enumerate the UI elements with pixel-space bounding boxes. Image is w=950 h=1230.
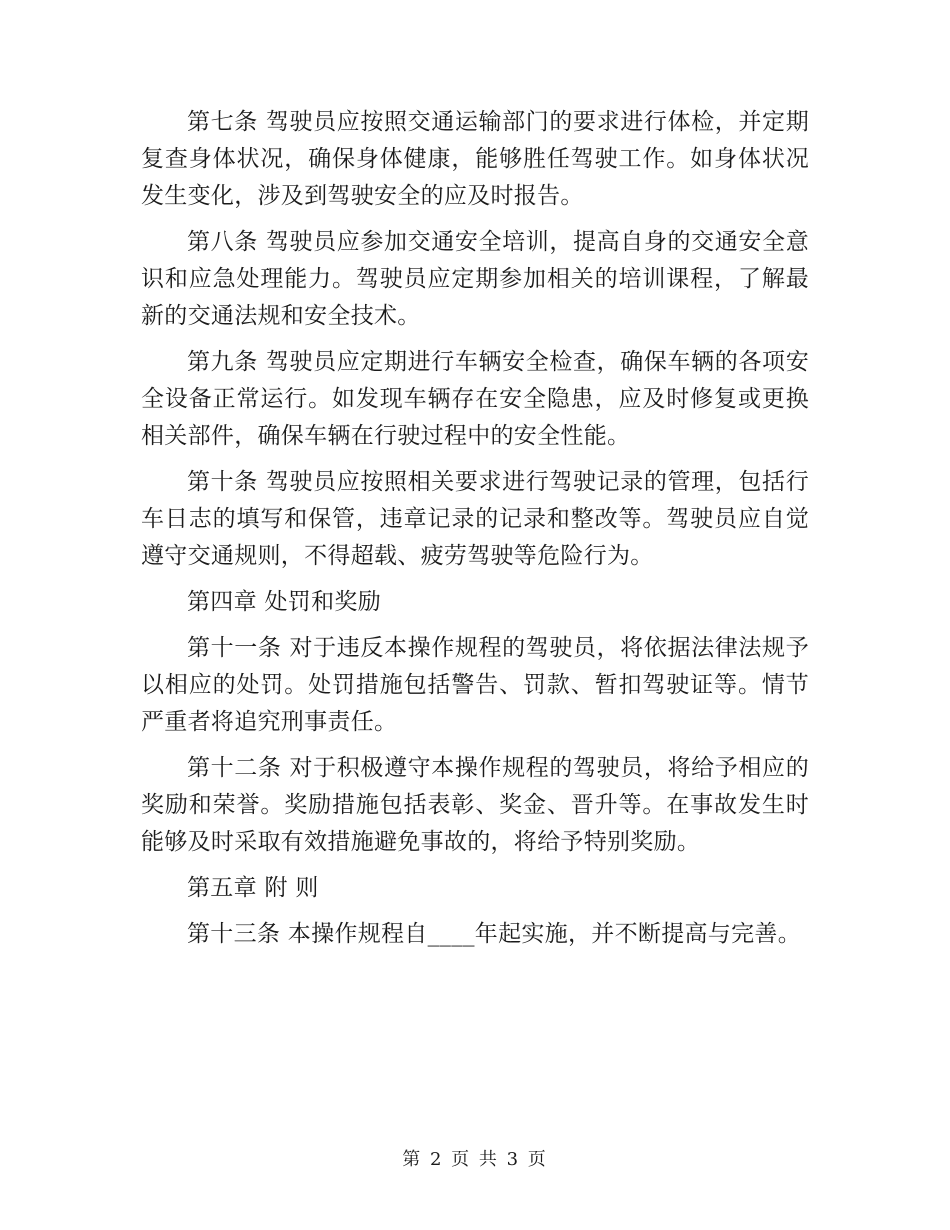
- article-11: 第十一条 对于违反本操作规程的驾驶员，将依据法律法规予以相应的处罚。处罚措施包括警告、罚款、暂扣驾驶证等。情节严重者将追究刑事责任。: [141, 635, 809, 735]
- chapter-4-heading: 第四章 处罚和奖励: [187, 589, 382, 615]
- article-7: 第七条 驾驶员应按照交通运输部门的要求进行体检，并定期复查身体状况，确保身体健康，能够胜任驾驶工作。如身体状况发生变化，涉及到驾驶安全的应及时报告。: [141, 109, 809, 209]
- chapter-5-heading: 第五章 附 则: [187, 875, 319, 901]
- article-10: 第十条 驾驶员应按照相关要求进行驾驶记录的管理，包括行车日志的填写和保管，违章记录的记录和整改等。驾驶员应自觉遵守交通规则，不得超载、疲劳驾驶等危险行为。: [141, 469, 809, 569]
- article-12: 第十二条 对于积极遵守本操作规程的驾驶员，将给予相应的奖励和荣誉。奖励措施包括表彰、奖金、晋升等。在事故发生时能够及时采取有效措施避免事故的，将给予特别奖励。: [141, 755, 809, 855]
- article-9: 第九条 驾驶员应定期进行车辆安全检查，确保车辆的各项安全设备正常运行。如发现车辆存在安全隐患，应及时修复或更换相关部件，确保车辆在行驶过程中的安全性能。: [141, 349, 809, 449]
- page-number-footer: 第 2 页 共 3 页: [402, 1149, 548, 1170]
- article-13: 第十三条 本操作规程自____年起实施，并不断提高与完善。: [187, 921, 802, 947]
- article-8: 第八条 驾驶员应参加交通安全培训，提高自身的交通安全意识和应急处理能力。驾驶员应定期参加相关的培训课程，了解最新的交通法规和安全技术。: [141, 229, 809, 329]
- document-body: [141, 104, 809, 962]
